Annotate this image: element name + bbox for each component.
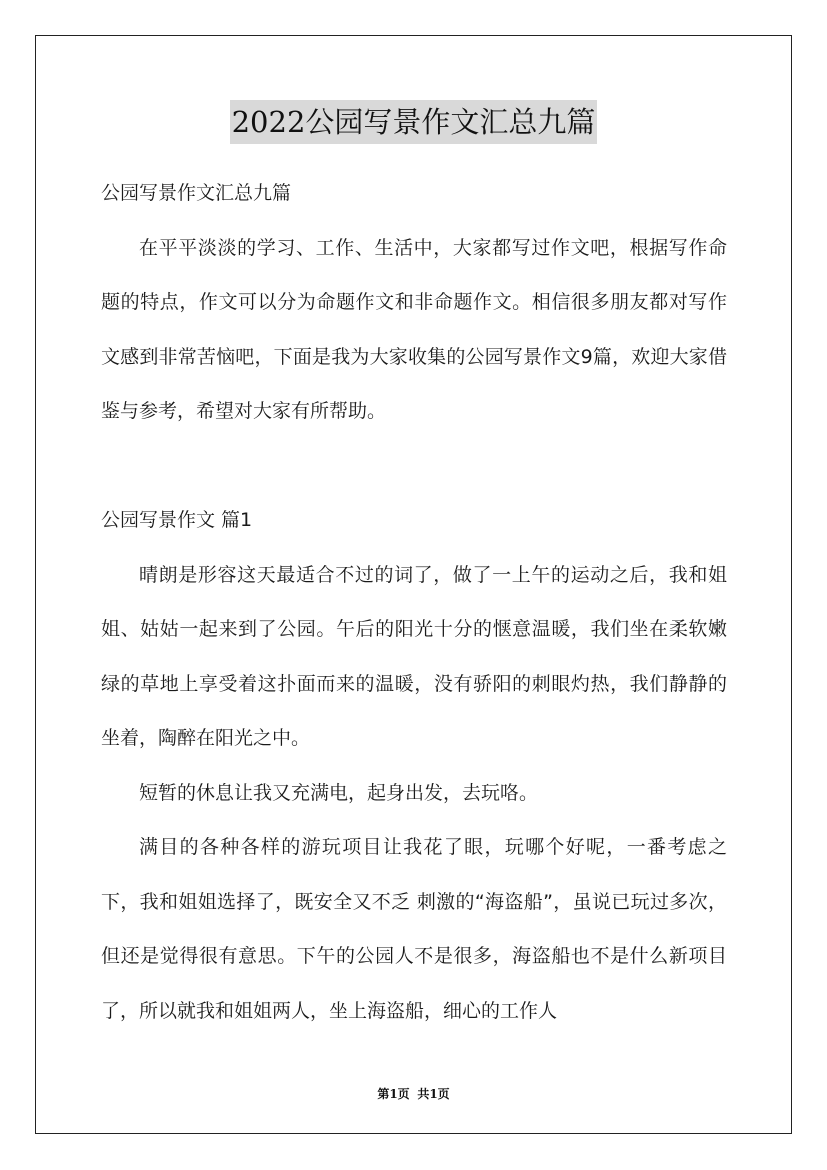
intro-paragraph: 在平平淡淡的学习、工作、生活中，大家都写过作文吧，根据写作命题的特点，作文可以分为命题作文和非命题作文。相信很多朋友都对写作文感到非常苦恼吧，下面是我为大家收集的公园写景作文9篇，欢迎大家借鉴与参考，希望对大家有所帮助。 — [101, 236, 727, 422]
document-body — [101, 166, 727, 1038]
body-paragraph: 晴朗是形容这天最适合不过的词了，做了一上午的运动之后，我和姐姐、姑姑一起来到了公园。午后的阳光十分的惬意温暖，我们坐在柔软嫩绿的草地上享受着这扑面而来的温暖，没有骄阳的刺眼灼热，我们静静的坐着，陶醉在阳光之中。 — [101, 563, 727, 749]
page-number: 第1页 — [377, 1087, 410, 1101]
title-container — [0, 100, 827, 144]
subheading: 公园写景作文汇总九篇 — [101, 182, 292, 204]
blank-line — [101, 439, 727, 494]
page-footer — [0, 1085, 827, 1102]
body-paragraph: 短暂的休息让我又充满电，起身出发，去玩咯。 — [139, 781, 539, 804]
body-paragraph: 满目的各种各样的游玩项目让我花了眼，玩哪个好呢，一番考虑之下，我和姐姐选择了，既安全又不乏 刺激的“海盗船”，虽说已玩过多次，但还是觉得很有意思。下午的公园人不是很多，海盗船也不是什么新项目了，所以就我和姐姐两人，坐上海盗船，细心的工作人 — [101, 836, 727, 1022]
section-heading: 公园写景作文 篇1 — [101, 509, 253, 531]
page-total: 共1页 — [417, 1087, 450, 1101]
document-title: 2022公园写景作文汇总九篇 — [230, 100, 598, 144]
